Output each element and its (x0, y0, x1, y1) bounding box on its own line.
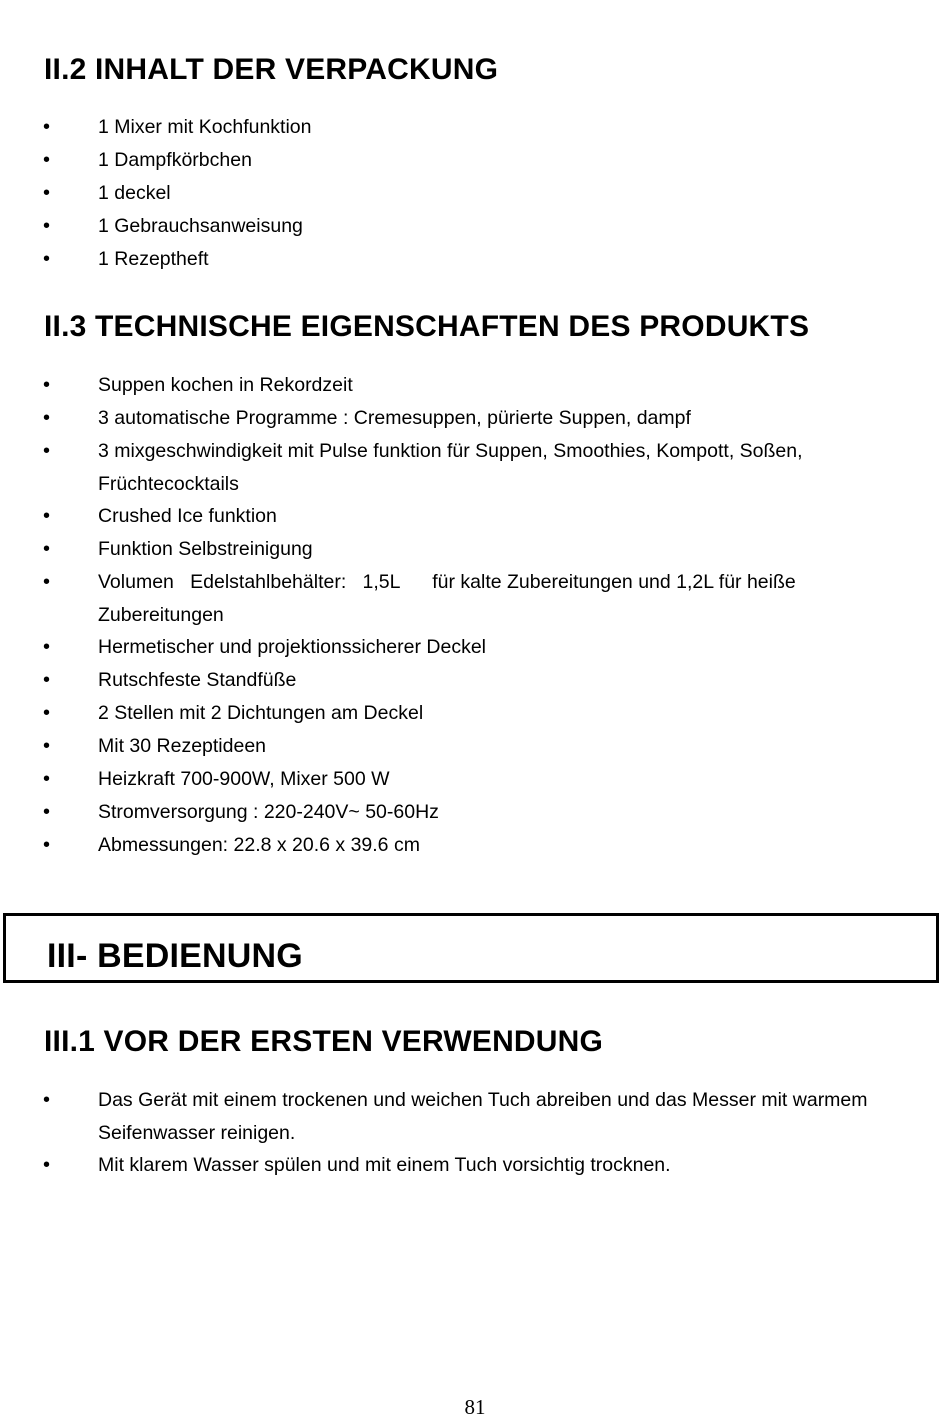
list-item: • Heizkraft 700-900W, Mixer 500 W (0, 763, 950, 796)
section-heading-contents: II.2 INHALT DER VERPACKUNG (44, 53, 499, 86)
section-heading-first-use: III.1 VOR DER ERSTEN VERWENDUNG (44, 1025, 604, 1058)
list-item: • Stromversorgung : 220-240V~ 50-60Hz (0, 796, 950, 829)
list-item: • Abmessungen: 22.8 x 20.6 x 39.6 cm (0, 829, 950, 862)
specs-list (0, 369, 950, 862)
list-item: • Funktion Selbstreinigung (0, 533, 950, 566)
list-item: • Hermetischer und projektionssicherer Deckel (0, 631, 950, 664)
list-item: • 1 Rezeptheft (0, 243, 950, 276)
list-item: • Crushed Ice funktion (0, 500, 950, 533)
list-item: • Volumen Edelstahlbehälter: 1,5L für kalte Zubereitungen und 1,2L für heiße Zubereitungen (0, 566, 950, 631)
contents-list (0, 111, 950, 276)
list-item: • 1 Mixer mit Kochfunktion (0, 111, 950, 144)
list-item: • 3 mixgeschwindigkeit mit Pulse funktion für Suppen, Smoothies, Kompott, Soßen, Früchtecocktails (0, 435, 950, 500)
list-item: • 3 automatische Programme : Cremesuppen, pürierte Suppen, dampf (0, 402, 950, 435)
list-item: • Rutschfeste Standfüße (0, 664, 950, 697)
list-item: • Suppen kochen in Rekordzeit (0, 369, 950, 402)
section-heading-specs: II.3 TECHNISCHE EIGENSCHAFTEN DES PRODUKTS (44, 310, 810, 343)
page-number: 81 (464, 1395, 486, 1419)
list-item: • Das Gerät mit einem trockenen und weichen Tuch abreiben und das Messer mit warmem Seifenwasser reinigen. (0, 1084, 950, 1149)
chapter-heading: III- BEDIENUNG (47, 937, 303, 975)
first-use-list (0, 1084, 950, 1182)
list-item: • Mit klarem Wasser spülen und mit einem Tuch vorsichtig trocknen. (0, 1149, 950, 1182)
list-item: • 1 deckel (0, 177, 950, 210)
chapter-heading-box (3, 913, 939, 983)
list-item: • 2 Stellen mit 2 Dichtungen am Deckel (0, 697, 950, 730)
list-item: • 1 Dampfkörbchen (0, 144, 950, 177)
list-item: • Mit 30 Rezeptideen (0, 730, 950, 763)
list-item: • 1 Gebrauchsanweisung (0, 210, 950, 243)
